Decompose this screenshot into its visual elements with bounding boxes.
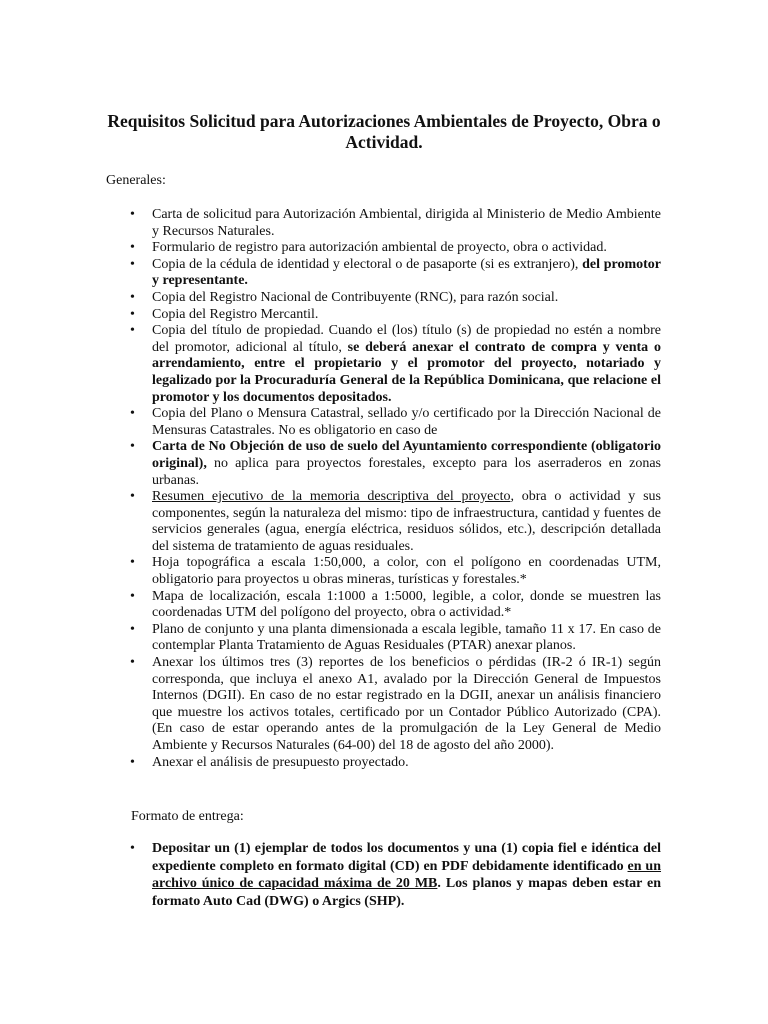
bullet-icon: •: [130, 207, 135, 222]
list-item-text: , obra o actividad y sus componentes, según la naturaleza del mismo: tipo de infraestructura, cantidad y fuentes de servicios generales (agua, energía eléctrica, residuos sólidos, etc.), descripción detallada del sistema de tratamiento de aguas residuales.: [152, 489, 661, 554]
list-item: [130, 306, 661, 324]
list-item: [130, 588, 661, 622]
list-item-text: Formulario de registro para autorización ambiental de proyecto, obra o actividad.: [152, 240, 607, 256]
bullet-icon: •: [130, 323, 135, 339]
bullet-icon: •: [130, 555, 135, 571]
list-item-text: Copia de la cédula de identidad y electoral o de pasaporte (si es extranjero),: [152, 256, 583, 272]
list-item: [130, 439, 661, 489]
list-item-text: se deberá anexar el contrato de compra y venta o arrendamiento, entre el propietario y el promotor del proyecto, notariado y legalizado por la Procuraduría General de la República Dominicana, que relacione el promotor y los documentos depositados.: [152, 339, 661, 405]
bullet-icon: •: [130, 841, 135, 856]
list-item-text: Resumen ejecutivo de la memoria descriptiva del proyecto: [152, 489, 511, 505]
list-item: [130, 323, 661, 406]
bullet-icon: •: [130, 754, 135, 770]
bullet-icon: •: [130, 439, 135, 455]
document-title: Requisitos Solicitud para Autorizaciones Ambientales de Proyecto, Obra o Actividad.: [107, 111, 661, 152]
list-item: [130, 256, 661, 290]
bullet-icon: •: [130, 655, 135, 671]
list-item-text: Anexar el análisis de presupuesto proyectado.: [152, 754, 409, 770]
list-item: [130, 655, 661, 755]
list-item-text: Plano de conjunto y una planta dimensionada a escala legible, tamaño 11 x 17. En caso de contemplar Planta Tratamiento de Aguas Residuales (PTAR) anexar planos.: [152, 621, 661, 654]
list-item: [130, 289, 661, 307]
list-item-text: del promotor y representante.: [152, 256, 661, 289]
list-item: [130, 489, 661, 555]
list-item-text: . Los planos y mapas deben estar en formato Auto Cad (DWG) o Argics (SHP).: [152, 876, 662, 909]
bullet-icon: •: [130, 489, 135, 505]
bullet-icon: •: [130, 588, 135, 604]
list-item: [130, 207, 661, 240]
section-label-generales: Generales:: [106, 173, 166, 188]
list-item-text: Copia del Registro Nacional de Contribuyente (RNC), para razón social.: [152, 289, 559, 305]
list-item: [130, 840, 662, 910]
list-item-text: Hoja topográfica a escala 1:50,000, a color, con el polígono en coordenadas UTM, obligatorio para proyectos u obras mineras, turísticas y forestales.*: [152, 555, 661, 588]
list-item-text: Anexar los últimos tres (3) reportes de los beneficios o pérdidas (IR-2 ó IR-1) según corresponda, que incluya el anexo A1, avalado por la Dirección General de Impuestos Internos (DGII). En caso de no estar registrado en la DGII, anexar un análisis financiero que muestre los activos totales, certificado por un Contador Público Autorizado (CPA). (En caso de estar operando antes de la promulgación de la Ley General de Medio Ambiente y Recursos Naturales (64-00) del 18 de agosto del año 2000).: [152, 655, 661, 753]
bullet-icon: •: [130, 306, 135, 322]
bullet-icon: •: [130, 621, 135, 637]
list-item: [130, 406, 661, 439]
section-label-formato: Formato de entrega:: [131, 809, 244, 824]
list-item-text: Mapa de localización, escala 1:1000 a 1:5000, legible, a color, donde se muestren las coordenadas UTM del polígono del proyecto, obra o actividad.*: [152, 588, 661, 621]
list-item-text: Carta de solicitud para Autorización Ambiental, dirigida al Ministerio de Medio Ambiente y Recursos Naturales.: [152, 207, 661, 239]
list-item-text: en un archivo único de capacidad máxima de 20 MB: [152, 858, 662, 891]
bullet-icon: •: [130, 406, 135, 422]
list-item-text: Carta de No Objeción de uso de suelo del Ayuntamiento correspondiente (obligatorio original),: [152, 439, 661, 471]
list-item: [130, 621, 661, 655]
requirements-list-formato: [130, 840, 662, 910]
bullet-icon: •: [130, 240, 135, 256]
list-item-text: Copia del Registro Mercantil.: [152, 306, 319, 322]
list-item-text: no aplica para proyectos forestales, excepto para los aserraderos en zonas urbanas.: [152, 455, 661, 488]
list-item-text: Depositar un (1) ejemplar de todos los documentos y una (1) copia fiel e idéntica del expediente completo en formato digital (CD) en PDF debidamente identificado: [152, 841, 661, 874]
list-item: [130, 555, 661, 588]
bullet-icon: •: [130, 256, 135, 272]
requirements-list-generales: [130, 207, 661, 771]
list-item: [130, 754, 661, 772]
list-item-text: Copia del Plano o Mensura Catastral, sellado y/o certificado por la Dirección Nacional de Mensuras Catastrales. No es obligatorio en caso de: [152, 406, 661, 438]
list-item: [130, 240, 661, 257]
bullet-icon: •: [130, 289, 135, 305]
list-item-text: Copia del título de propiedad. Cuando el (los) título (s) de propiedad no estén a nombre del promotor, adicional al título,: [152, 323, 661, 355]
